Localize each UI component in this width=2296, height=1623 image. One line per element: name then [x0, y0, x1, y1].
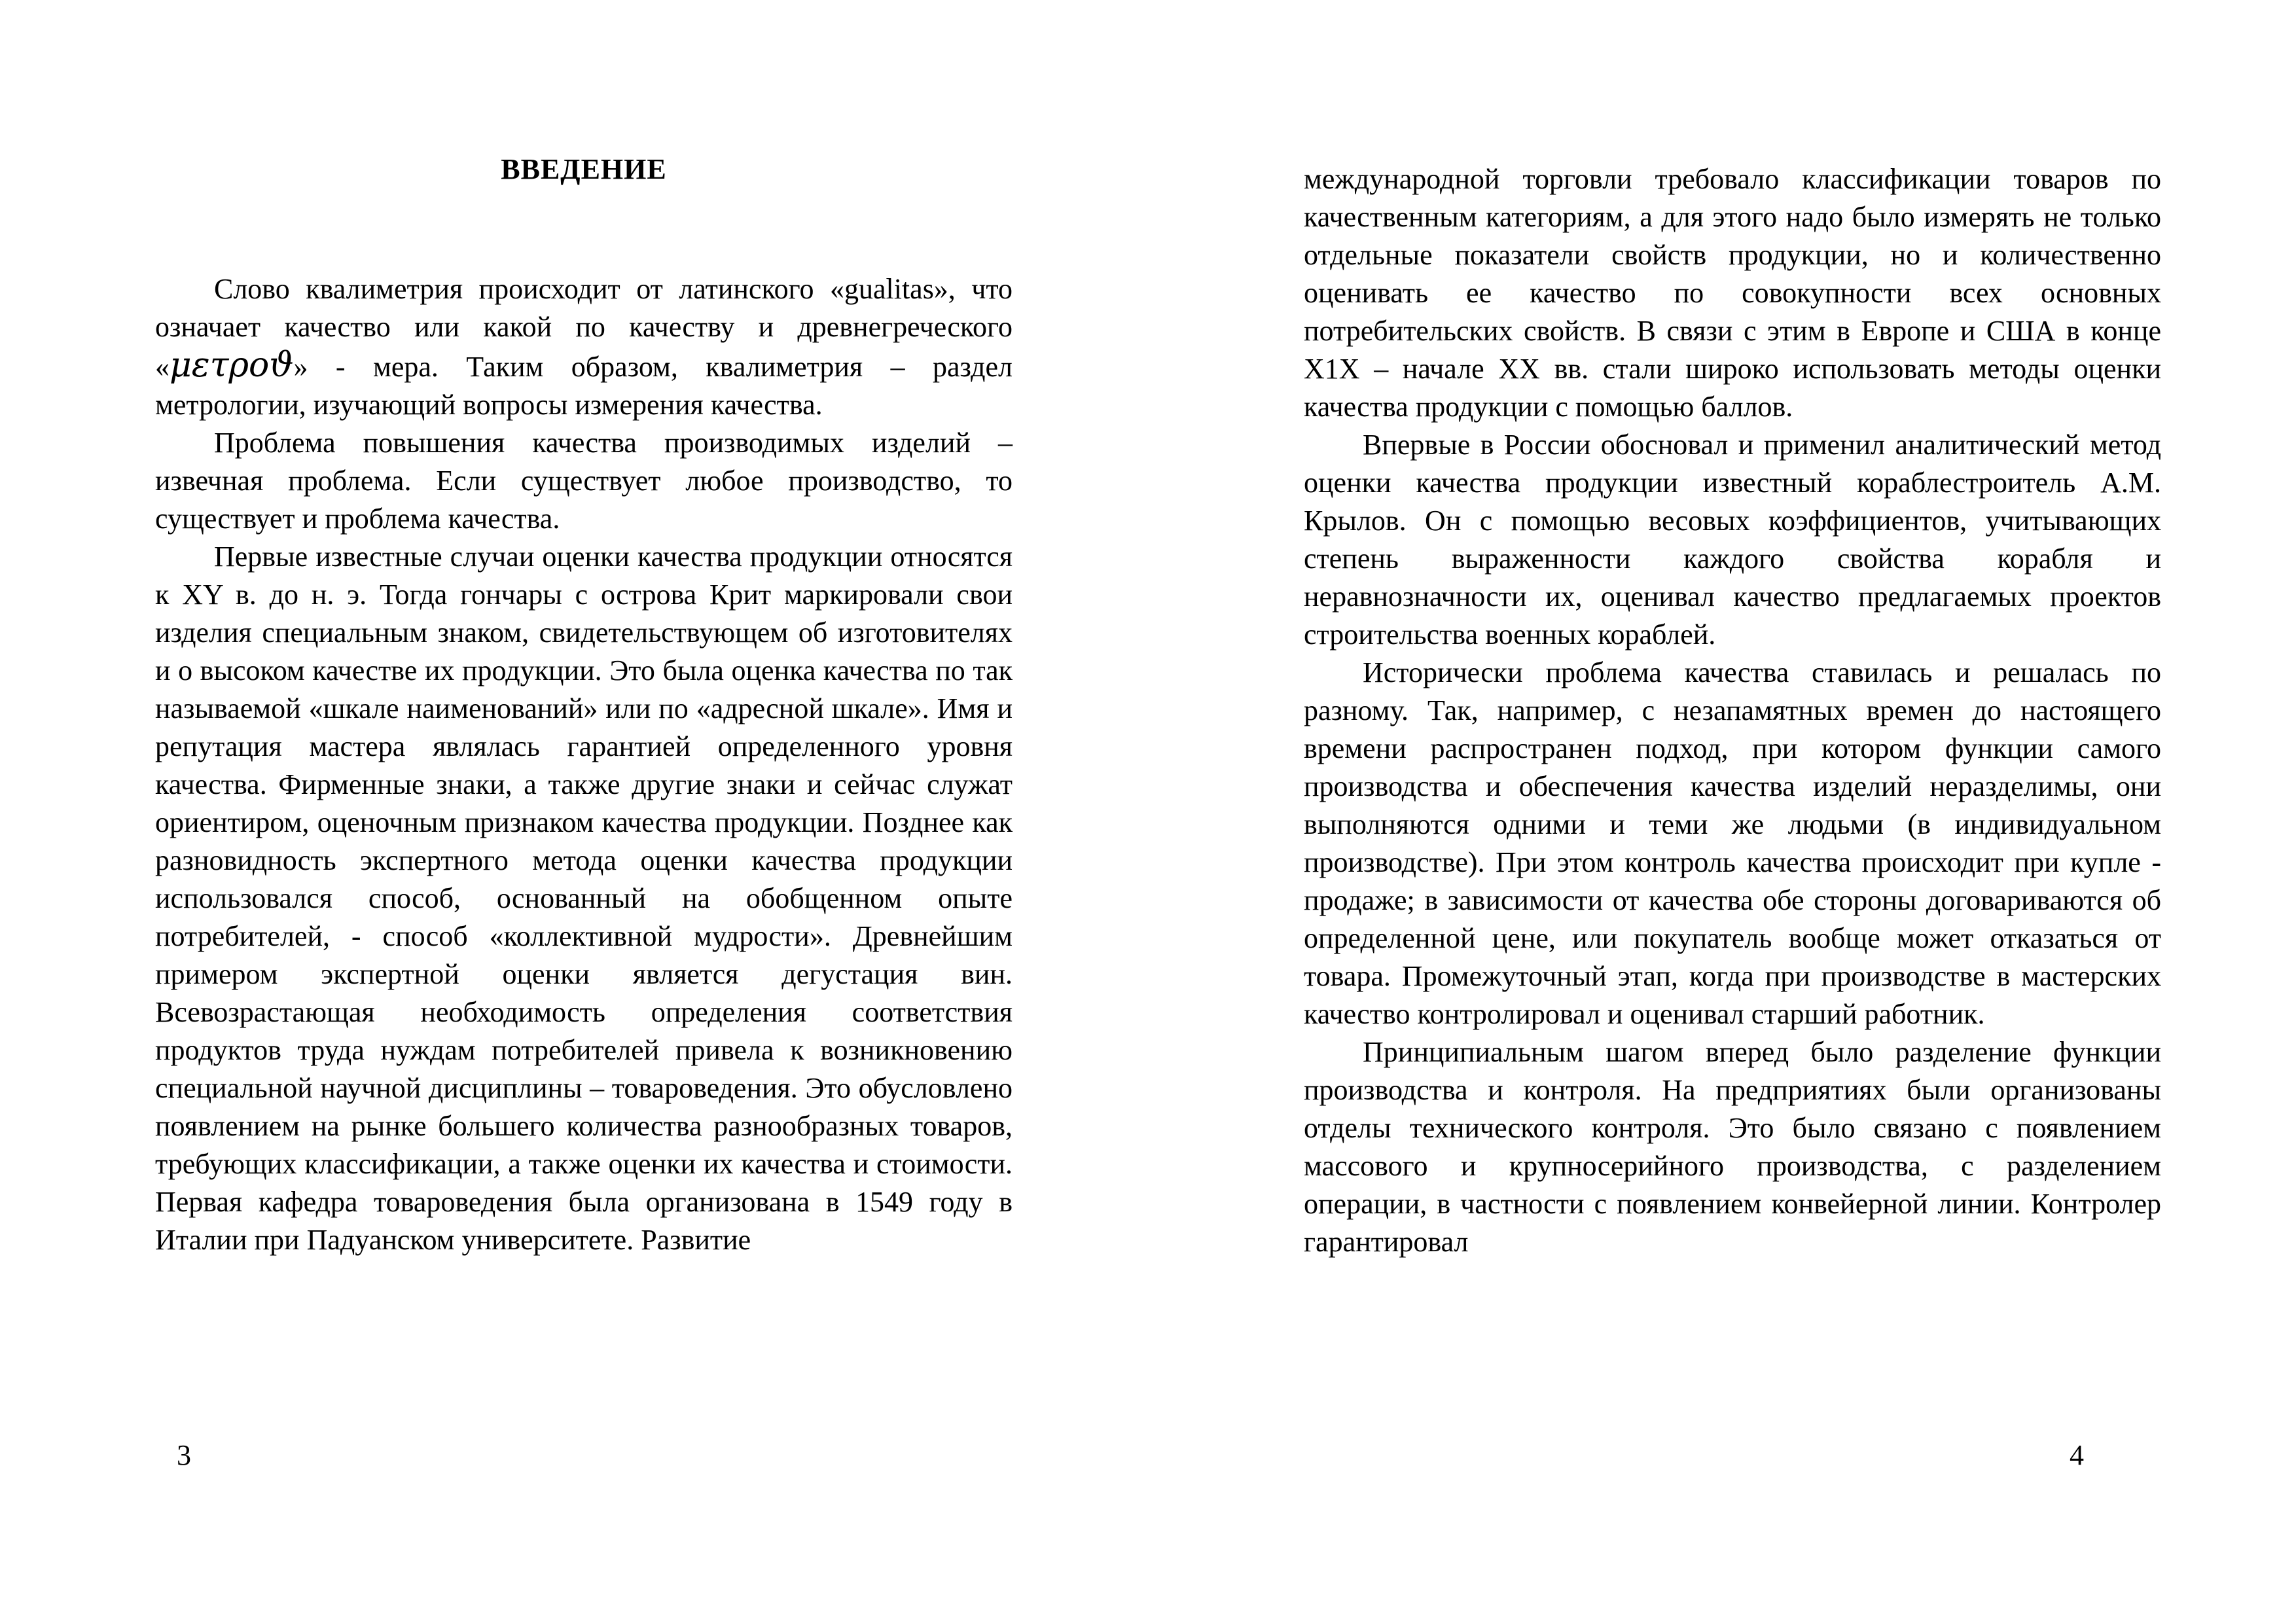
paragraph-1-start: Слово квалиметрия происходит от латинского «gualitas», что означает качество или какой по качеству и древнегреческого «: [155, 273, 1013, 383]
right-text-column: [1304, 160, 2161, 1261]
paragraph-continued: международной торговли требовало классификации товаров по качественным категориям, а для этого надо было измерять не только отдельные показатели свойств продукции, но и количественно оценивать ее качество по совокупности всех основных потребительских свойств. В связи с этим в Европе и США в конце Х1Х – начале ХХ вв. стали широко использовать методы оценки качества продукции с помощью баллов.: [1304, 163, 2161, 423]
page-number-left: 3: [177, 1439, 191, 1471]
left-text-column: [155, 151, 1013, 1259]
paragraph-krylov: Впервые в России обосновал и применил аналитический метод оценки качества продукции известный кораблестроитель А.М. Крылов. Он с помощью весовых коэффициентов, учитывающих степень выраженности каждого свойства корабля и неравнозначности их, оценивал качество предлагаемых проектов строительства военных кораблей.: [1304, 429, 2161, 651]
paragraph-1-end: » - мера. Таким образом, квалиметрия – раздел метрологии, изучающий вопросы измерения качества.: [155, 351, 1013, 421]
paragraph-1: [155, 270, 1013, 424]
right-page: [1148, 0, 2296, 1623]
greek-word: μετροϑ: [170, 346, 294, 385]
paragraph-2: Проблема повышения качества производимых изделий – извечная проблема. Если существует любое производство, то существует и проблема качества.: [155, 427, 1013, 535]
page-heading: ВВЕДЕНИЕ: [501, 153, 667, 185]
paragraph-history: Исторически проблема качества ставилась и решалась по разному. Так, например, с незапамятных времен до настоящего времени распространен подход, при котором функции самого производства и обеспечения качества изделий неразделимы, они выполняются одними и теми же людьми (в индивидуальном производстве). При этом контроль качества происходит при купле - продаже; в зависимости от качества обе стороны договариваются об определенной цене, или покупатель вообще может отказаться от товара. Промежуточный этап, когда при производстве в мастерских качество контролировал и оценивал старший работник.: [1304, 656, 2161, 1030]
paragraph-3: Первые известные случаи оценки качества продукции относятся к XY в. до н. э. Тогда гончары с острова Крит маркировали свои изделия специальным знаком, свидетельствующем об изготовителях и о высоком качестве их продукции. Это была оценка качества по так называемой «шкале наименований» или по «адресной шкале». Имя и репутация мастера являлась гарантией определенного уровня качества. Фирменные знаки, а также другие знаки и сейчас служат ориентиром, оценочным признаком качества продукции. Позднее как разновидность экспертного метода оценки качества продукции использовался способ, основанный на обобщенном опыте потребителей, - способ «коллективной мудрости». Древнейшим примером экспертной оценки является дегустация вин. Всевозрастающая необходимость определения соответствия продуктов труда нуждам потребителей привела к возникновению специальной научной дисциплины – товароведения. Это обусловлено появлением на рынке большего количества разнообразных товаров, требующих классификации, а также оценки их качества и стоимости. Первая кафедра товароведения была организована в 1549 году в Италии при Падуанском университете. Развитие: [155, 541, 1013, 1256]
page-number-right: 4: [2070, 1439, 2084, 1471]
paragraph-separation: Принципиальным шагом вперед было разделение функции производства и контроля. На предприятиях были организованы отделы технического контроля. Это было связано с появлением массового и крупносерийного производства, с разделением операции, в частности с появлением конвейерной линии. Контролер гарантировал: [1304, 1036, 2161, 1258]
